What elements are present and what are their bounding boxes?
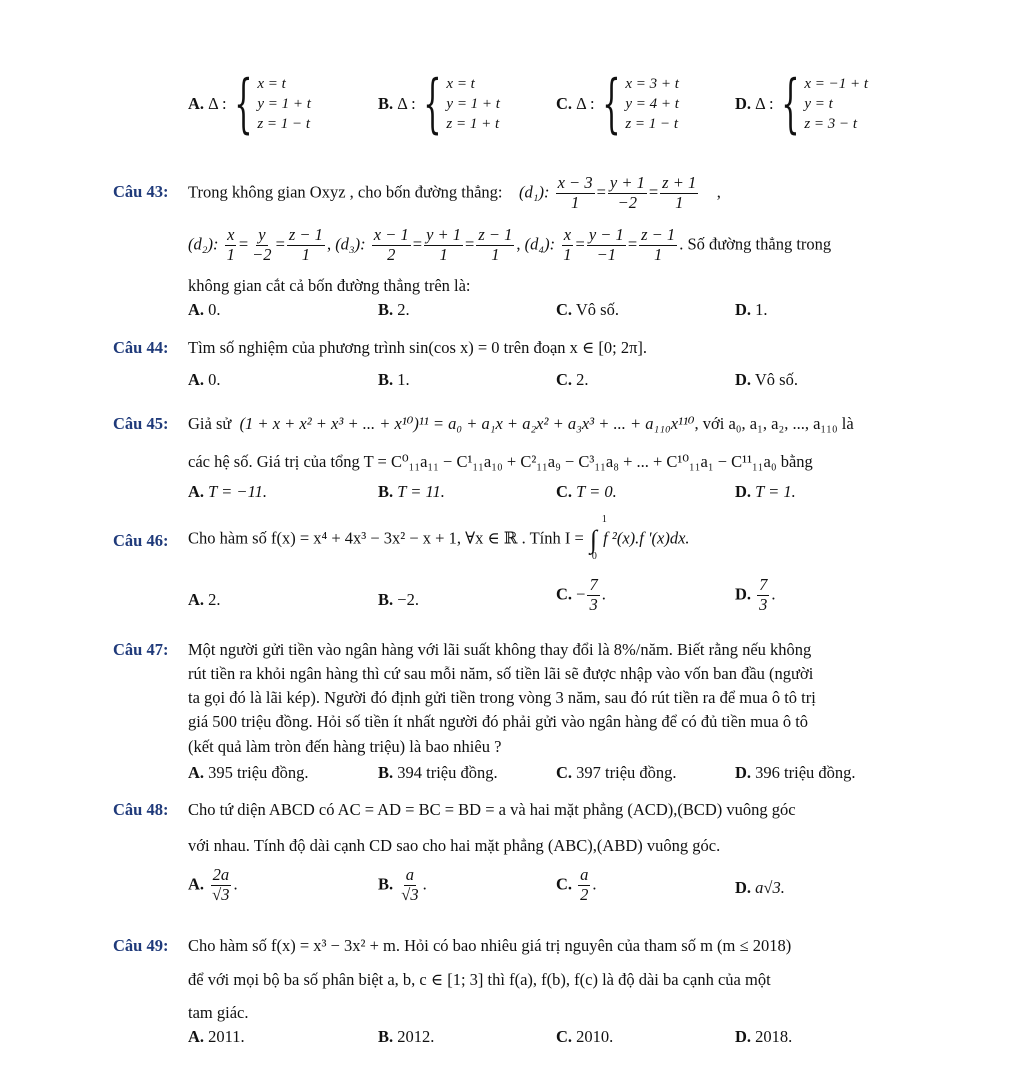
d2-name: (d₂): xyxy=(188,234,219,254)
q42-option-c xyxy=(556,67,679,141)
fraction: $\frac{x - 1}{2}$ xyxy=(373,225,409,264)
equation: y = t xyxy=(804,95,833,112)
fraction: $\frac{x}{1}$ xyxy=(563,225,572,264)
q47-line: ta gọi đó là lãi kép). Người đó định gửi tiền trong vòng 3 năm, sau đó rút tiền ra để mua ô tô trị xyxy=(188,688,816,707)
fraction: $\frac{y + 1}{1}$ xyxy=(426,225,462,264)
option-label: C. xyxy=(556,94,573,113)
q46-option-c: C. − $\frac{7}{3}$ . xyxy=(556,575,606,614)
fraction: $\frac{z - 1}{1}$ xyxy=(288,225,323,264)
q46-option-d: D. $\frac{7}{3}$ . xyxy=(735,575,776,614)
system-head: Δ : xyxy=(397,94,416,113)
brace-icon: { xyxy=(601,67,621,141)
q48-line2: với nhau. Tính độ dài cạnh CD sao cho hai mặt phẳng (ABC),(ABD) vuông góc. xyxy=(188,836,721,855)
equation: x = −1 + t xyxy=(804,75,869,92)
equation: y = 1 + t xyxy=(446,95,500,112)
q49-option-b: B. 2012. xyxy=(378,1027,435,1046)
integral-icon: ∫ 1 0 xyxy=(589,514,607,563)
q45-line2: các hệ số. Giá trị của tổng T = C⁰₁₁a₁₁ − C¹₁₁a₁₀ + C²₁₁a₉ − C³₁₁a₈ + ... + C¹⁰₁₁a₁ − C¹¹₁₁a₀ bằng xyxy=(188,452,813,471)
d3-name: (d₃): xyxy=(335,234,366,254)
q47-line: giá 500 triệu đồng. Hỏi số tiền ít nhất người đó phải gửi vào ngân hàng để có đủ tiền mua ô tô xyxy=(188,712,809,731)
q44-option-b: B. 1. xyxy=(378,370,410,389)
q47-line: (kết quả làm tròn đến hàng triệu) là bao nhiêu ? xyxy=(188,737,502,756)
brace-icon: { xyxy=(233,67,253,141)
system-head: Δ : xyxy=(576,94,595,113)
q44-text: Tìm số nghiệm của phương trình sin(cos x) = 0 trên đoạn x ∈ [0; 2π]. xyxy=(188,338,648,357)
fraction: $\frac{z - 1}{1}$ xyxy=(478,225,513,264)
q45-expression: (1 + x + x² + x³ + ... + x¹⁰)¹¹ = a₀ + a₁x + a₂x² + a₃x³ + ... + a₁₁₀x¹¹⁰ xyxy=(239,414,695,433)
equation: z = 1 − t xyxy=(625,116,679,133)
q46-option-b: B. −2. xyxy=(378,590,419,609)
d1-name: (d₁): xyxy=(519,182,550,202)
question-label: Câu 44: xyxy=(113,338,169,357)
d4-name: (d₄): xyxy=(524,234,556,254)
question-label: Câu 45: xyxy=(113,414,169,433)
q47-option-d: D. 396 triệu đồng. xyxy=(735,763,856,782)
question-label: Câu 46: xyxy=(113,531,169,550)
fraction: $\frac{z + 1}{1}$ xyxy=(662,173,697,212)
fraction: $\frac{x}{1}$ xyxy=(226,225,235,264)
system-head: Δ : xyxy=(208,94,227,113)
equation: y = 4 + t xyxy=(625,95,679,112)
q47-line: Một người gửi tiền vào ngân hàng với lãi suất không thay đổi là 8%/năm. Biết rằng nếu không xyxy=(188,640,812,659)
q45-option-a: A. T = −11. xyxy=(188,482,267,501)
q43-option-d: D. 1. xyxy=(735,300,768,319)
q43-option-b: B. 2. xyxy=(378,300,410,319)
q45-line1: Giả sử (1 + x + x² + x³ + ... + x¹⁰)¹¹ = a₀ + a₁x + a₂x² + a₃x³ + ... + a₁₁₀x¹¹⁰, với a₀, a₁, a₂, ..., a₁₁₀ là xyxy=(188,414,854,433)
q47-line: rút tiền ra khỏi ngân hàng thì cứ sau mỗi năm, số tiền lãi sẽ được nhập vào vốn ban đầu (người xyxy=(188,664,814,683)
q47-option-c: C. 397 triệu đồng. xyxy=(556,763,677,782)
equation: z = 1 + t xyxy=(446,116,500,133)
q48-option-d: D. a√3. xyxy=(735,878,785,897)
question-label: Câu 48: xyxy=(113,800,169,819)
q49-option-c: C. 2010. xyxy=(556,1027,614,1046)
q45-option-d: D. T = 1. xyxy=(735,482,796,501)
q48-option-b: B. $\frac{a}{√3}$ . xyxy=(378,865,427,904)
q47-option-a: A. 395 triệu đồng. xyxy=(188,763,309,782)
question-label: Câu 43: xyxy=(113,182,169,201)
question-label: Câu 49: xyxy=(113,936,169,955)
equation: x = 3 + t xyxy=(625,75,679,92)
q48-line1: Cho tứ diện ABCD có AC = AD = BC = BD = a và hai mặt phẳng (ACD),(BCD) vuông góc xyxy=(188,800,796,819)
option-label: A. xyxy=(188,94,205,113)
q43-line3: không gian cắt cả bốn đường thẳng trên là: xyxy=(188,276,471,295)
equation: z = 1 − t xyxy=(257,116,311,133)
q45-option-b: B. T = 11. xyxy=(378,482,445,501)
equation: x = t xyxy=(446,75,475,92)
fraction: $\frac{x - 3}{1}$ xyxy=(557,173,593,212)
q43-line2: (d₂): $\frac{x}{1}$ = $\frac{y}{-2}$ = $\frac{z - 1}{1}$ , (d₃): $\frac{x - 1}{2}$ = $\frac{y + 1}{1}$ = $\frac{z - 1}{1}$ , (d₄): $\frac{x}{1}$ = $\frac{y - 1}{-1}$ = $\frac{z - 1}{1}$ . Số đường thẳng trong xyxy=(188,225,832,264)
fraction: $\frac{y - 1}{-1}$ xyxy=(588,225,624,264)
q42-option-d xyxy=(735,67,869,141)
q44-option-d: D. Vô số. xyxy=(735,370,798,389)
q49-option-d: D. 2018. xyxy=(735,1027,793,1046)
system-head: Δ : xyxy=(755,94,774,113)
q46-option-a: A. 2. xyxy=(188,590,221,609)
equation: z = 3 − t xyxy=(804,116,858,133)
q49-line3: tam giác. xyxy=(188,1003,249,1022)
q49-line2: để với mọi bộ ba số phân biệt a, b, c ∈ [1; 3] thì f(a), f(b), f(c) là độ dài ba cạnh của một xyxy=(188,970,771,989)
q43-intro: Trong không gian Oxyz , cho bốn đường thẳng: xyxy=(188,182,503,202)
q43-option-c: C. Vô số. xyxy=(556,300,619,319)
q43-line1: Trong không gian Oxyz , cho bốn đường thẳng: (d₁): $\frac{x - 3}{1}$ = $\frac{y + 1}{-2}$ = $\frac{z + 1}{1}$ , xyxy=(188,173,721,212)
brace-icon: { xyxy=(422,67,442,141)
q48-option-c: C. $\frac{a}{2}$ . xyxy=(556,865,597,904)
fraction: $\frac{y}{-2}$ xyxy=(252,225,272,264)
brace-icon: { xyxy=(780,67,800,141)
fraction: $\frac{y + 1}{-2}$ xyxy=(609,173,645,212)
equation: y = 1 + t xyxy=(257,95,311,112)
equation: x = t xyxy=(257,75,286,92)
q49-option-a: A. 2011. xyxy=(188,1027,245,1046)
q48-option-a: A. $\frac{2a}{√3}$ . xyxy=(188,865,238,904)
q47-option-b: B. 394 triệu đồng. xyxy=(378,763,498,782)
q46-text: Cho hàm số f(x) = x⁴ + 4x³ − 3x² − x + 1, ∀x ∈ ℝ . Tính I = ∫ 1 0 f ²(x).f '(x)dx. xyxy=(188,514,690,563)
q44-option-a: A. 0. xyxy=(188,370,221,389)
fraction: $\frac{z - 1}{1}$ xyxy=(641,225,676,264)
q45-option-c: C. T = 0. xyxy=(556,482,617,501)
q49-line1: Cho hàm số f(x) = x³ − 3x² + m. Hỏi có bao nhiêu giá trị nguyên của tham số m (m ≤ 2018) xyxy=(188,936,792,955)
q42-option-a xyxy=(188,67,311,141)
option-label: B. xyxy=(378,94,394,113)
q43-tail: . Số đường thẳng trong xyxy=(679,234,832,254)
q43-option-a: A. 0. xyxy=(188,300,221,319)
q42-option-b xyxy=(378,67,500,141)
option-label: D. xyxy=(735,94,752,113)
q44-option-c: C. 2. xyxy=(556,370,589,389)
question-label: Câu 47: xyxy=(113,640,169,659)
